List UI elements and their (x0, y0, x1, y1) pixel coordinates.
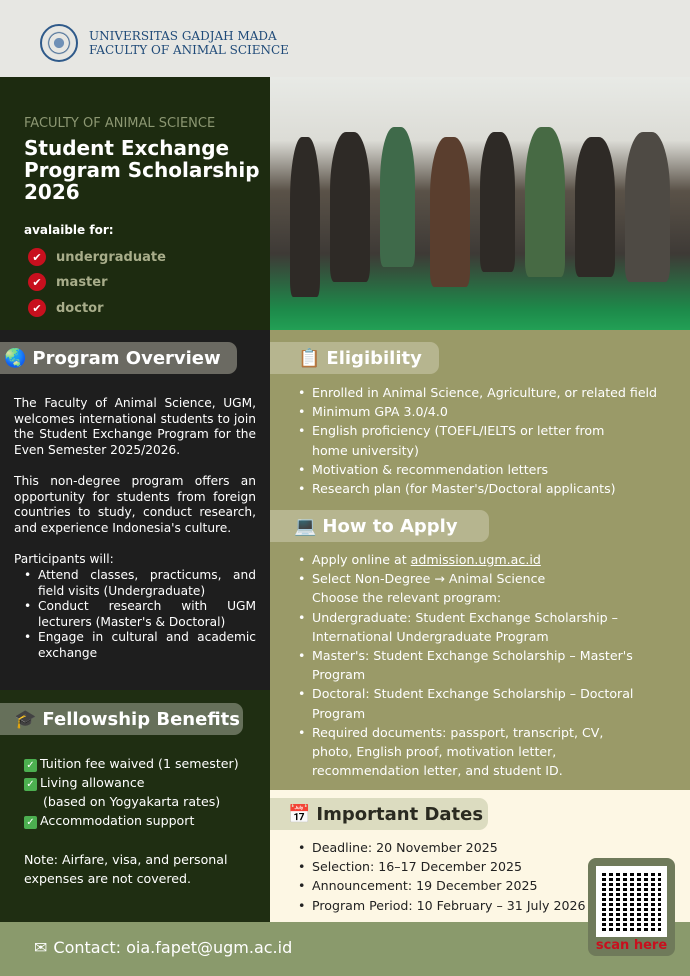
level-label: master (56, 274, 108, 290)
list-item (24, 811, 239, 830)
overview-paragraph: This non-degree program offers an opportunity for students from foreign countries to study, conduct research, and experience Indonesia's culture. (14, 474, 256, 535)
hero-kicker: FACULTY OF ANIMAL SCIENCE (24, 116, 216, 131)
list-item: • Minimum GPA 3.0/4.0 (298, 402, 678, 421)
apply-text: Apply online at (312, 552, 411, 567)
section-title: Fellowship Benefits (42, 708, 240, 730)
checkbox-icon: ✓ (24, 759, 37, 772)
benefits-note: Note: Airfare, visa, and personal expenses are not covered. (24, 852, 228, 886)
footer (0, 922, 690, 976)
section-title: How to Apply (322, 515, 458, 537)
available-label: avalaible for: (24, 223, 114, 237)
list-item: • Doctoral: Student Exchange Scholarship – Doctoral Program (298, 684, 643, 722)
benefit-label: Living allowance (40, 775, 145, 790)
benefit-label: Tuition fee waived (1 semester) (40, 756, 239, 771)
level-item (28, 273, 108, 291)
overview-paragraph: The Faculty of Animal Science, UGM, welcomes international students to join the Student Exchange Program for the Even Semester 2025/2026. (14, 396, 256, 457)
check-icon: ✔ (28, 299, 46, 317)
level-label: doctor (56, 300, 104, 316)
section-header (0, 703, 243, 735)
header-bar (0, 0, 690, 77)
list-item: • Undergraduate: Student Exchange Scholarship – International Undergraduate Program (298, 608, 643, 646)
qr-code-card[interactable] (588, 858, 675, 956)
eligibility-list (298, 383, 678, 498)
checkbox-icon: ✓ (24, 778, 37, 791)
list-item: • Enrolled in Animal Science, Agriculture, or related field (298, 383, 678, 402)
faculty-name: FACULTY OF ANIMAL SCIENCE (89, 43, 289, 57)
group-photo (270, 77, 690, 330)
participants-list (24, 568, 256, 661)
envelope-icon: ✉ (34, 938, 48, 957)
list-item: • Engage in cultural and academic exchange (24, 630, 256, 661)
apply-list (298, 550, 643, 780)
section-title: Eligibility (326, 347, 422, 369)
qr-code[interactable] (596, 866, 667, 937)
section-header (270, 798, 488, 830)
contact (34, 938, 292, 957)
level-item (28, 248, 166, 266)
qr-label: scan here (595, 938, 668, 953)
page-title: Student Exchange Program Scholarship 2026 (24, 136, 260, 204)
check-icon: ✔ (28, 248, 46, 266)
list-item: • Master's: Student Exchange Scholarship – Master's Program (298, 646, 643, 684)
list-item: • English proficiency (TOEFL/IELTS or letter from home university) (298, 421, 628, 459)
list-item (298, 569, 643, 607)
list-item: • Conduct research with UGM lecturers (Master's & Doctoral) (24, 599, 256, 630)
list-item: • Research plan (for Master's/Doctoral applicants) (298, 479, 678, 498)
admission-link[interactable]: admission.ugm.ac.id (410, 552, 541, 567)
dates-list (298, 838, 598, 915)
eligibility-apply-section (270, 330, 690, 790)
list-item: • Required documents: passport, transcript, CV, photo, English proof, motivation letter, recommendation letter, and student ID. (298, 723, 643, 781)
fellowship-benefits-section (0, 690, 270, 922)
level-item (28, 299, 104, 317)
hero-panel (0, 77, 270, 330)
apply-text: Choose the relevant program: (312, 590, 502, 606)
list-item: • Program Period: 10 February – 31 July 2026 (298, 896, 598, 915)
program-overview-section (0, 330, 270, 690)
section-header (0, 342, 237, 374)
graduation-cap-icon: 🎓 (14, 708, 37, 730)
level-label: undergraduate (56, 249, 166, 265)
list-item: • Motivation & recommendation letters (298, 460, 678, 479)
benefit-label: Accommodation support (40, 813, 195, 828)
checkbox-icon: ✓ (24, 816, 37, 829)
check-icon: ✔ (28, 273, 46, 291)
list-item (298, 550, 643, 569)
list-item: • Announcement: 19 December 2025 (298, 876, 598, 895)
participants-label: Participants will: (14, 552, 114, 566)
list-item: • Deadline: 20 November 2025 (298, 838, 598, 857)
list-item: • Attend classes, practicums, and field visits (Undergraduate) (24, 568, 256, 599)
section-title: Program Overview (32, 347, 221, 369)
section-title: Important Dates (316, 803, 484, 825)
ugm-logo (40, 24, 78, 62)
globe-icon: 🌏 (4, 347, 27, 369)
clipboard-icon: 📋 (298, 347, 321, 369)
list-item (24, 754, 239, 773)
list-item: • Selection: 16–17 December 2025 (298, 857, 598, 876)
calendar-icon: 📅 (288, 803, 311, 825)
benefits-list (24, 754, 239, 830)
section-header (270, 510, 489, 542)
section-header (270, 342, 439, 374)
laptop-icon: 💻 (294, 515, 317, 537)
institution-name (89, 29, 289, 57)
benefit-subtext: (based on Yogyakarta rates) (43, 794, 221, 809)
apply-text: Select Non-Degree → Animal Science (312, 571, 546, 587)
contact-email[interactable]: Contact: oia.fapet@ugm.ac.id (53, 938, 293, 957)
university-name: UNIVERSITAS GADJAH MADA (89, 29, 277, 43)
list-item (24, 773, 239, 792)
